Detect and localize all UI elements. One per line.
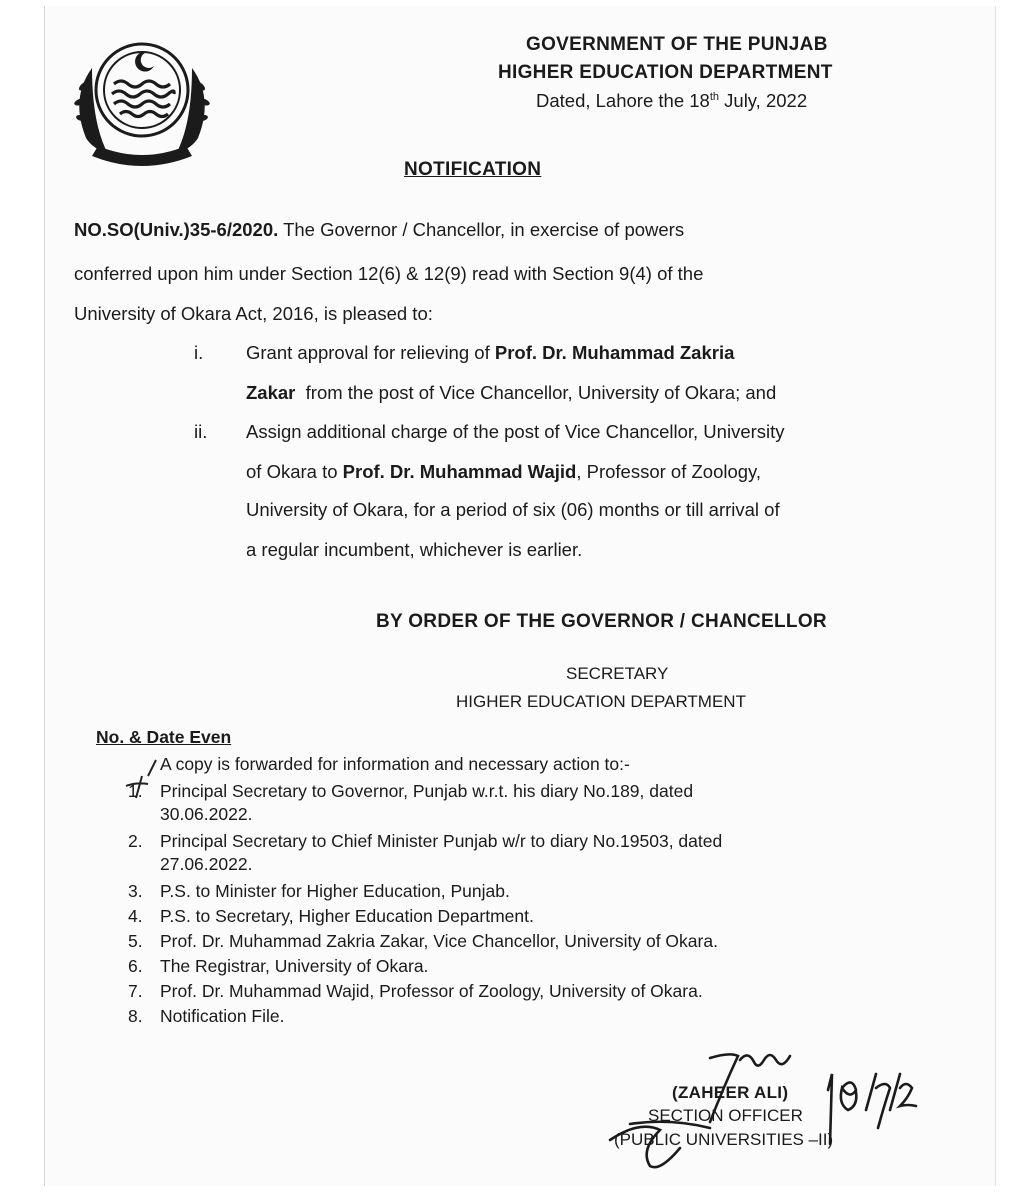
list-item-text: The Registrar, University of Okara. bbox=[160, 956, 429, 976]
body-line-2: conferred upon him under Section 12(6) & 12(9) read with Section 9(4) of the bbox=[74, 263, 704, 284]
item-2-line-2 bbox=[246, 461, 761, 483]
list-item bbox=[128, 980, 722, 1003]
list-item-text: P.S. to Secretary, Higher Education Department. bbox=[160, 906, 534, 926]
item-1-surname: Zakar bbox=[246, 382, 296, 403]
signatory-designation: SECTION OFFICER bbox=[648, 1106, 803, 1125]
item-2-line-4: a regular incumbent, whichever is earlier. bbox=[246, 539, 583, 560]
distribution-list bbox=[128, 780, 722, 1028]
by-order-line: BY ORDER OF THE GOVERNOR / CHANCELLOR bbox=[376, 611, 827, 632]
list-item-number: 5. bbox=[128, 931, 143, 951]
list-item bbox=[128, 1005, 722, 1028]
body-line-3: University of Okara Act, 2016, is pleased to: bbox=[74, 303, 433, 324]
list-item-number: 6. bbox=[128, 956, 143, 976]
list-item bbox=[128, 780, 722, 826]
dated-prefix: Dated, Lahore the 18 bbox=[536, 90, 710, 111]
secretary-title: SECRETARY bbox=[566, 664, 669, 683]
item-2-text-2: , Professor of Zoology, bbox=[576, 461, 762, 482]
list-item-number: 3. bbox=[128, 881, 143, 901]
punjab-emblem-icon bbox=[62, 28, 222, 168]
list-item bbox=[128, 905, 722, 928]
item-2-line-1: Assign additional charge of the post of Vice Chancellor, University bbox=[246, 421, 785, 442]
dated-sup: th bbox=[709, 90, 720, 103]
reference-number: NO.SO(Univ.)35-6/2020. bbox=[74, 219, 279, 240]
copy-intro: A copy is forwarded for information and necessary action to:- bbox=[160, 754, 630, 774]
item-1-text-2: from the post of Vice Chancellor, University of Okara; and bbox=[295, 382, 777, 403]
item-2-name: Prof. Dr. Muhammad Wajid bbox=[342, 461, 577, 482]
list-item-text: Notification File. bbox=[160, 1006, 285, 1026]
list-item-text: Principal Secretary to Chief Minister Punjab w/r to diary No.19503, dated bbox=[160, 831, 723, 851]
department-heading: HIGHER EDUCATION DEPARTMENT bbox=[498, 62, 833, 83]
list-item-number: 4. bbox=[128, 906, 143, 926]
dated-suffix: July, 2022 bbox=[719, 90, 808, 111]
list-item-number: 7. bbox=[128, 981, 143, 1001]
item-2-line-3: University of Okara, for a period of six (06) months or till arrival of bbox=[246, 499, 780, 520]
list-item-text: Prof. Dr. Muhammad Wajid, Professor of Zoology, University of Okara. bbox=[160, 981, 703, 1001]
dated-line bbox=[536, 90, 807, 112]
item-1-name: Prof. Dr. Muhammad Zakria bbox=[494, 342, 735, 363]
list-item bbox=[128, 930, 722, 953]
govt-heading: GOVERNMENT OF THE PUNJAB bbox=[526, 34, 828, 55]
item-1-text: Grant approval for relieving of bbox=[246, 342, 495, 363]
pen-mark-icon bbox=[120, 750, 180, 800]
list-item bbox=[128, 880, 722, 903]
signatory-name: (ZAHEER ALI) bbox=[672, 1083, 789, 1102]
list-item bbox=[128, 955, 722, 978]
list-item-number: 2. bbox=[128, 831, 143, 851]
item-1-line-2 bbox=[246, 382, 776, 404]
item-2-text: of Okara to bbox=[246, 461, 343, 482]
item-1-numeral: i. bbox=[194, 342, 204, 363]
signatory-wing: (PUBLIC UNIVERSITIES –II) bbox=[614, 1130, 834, 1149]
list-item bbox=[128, 830, 722, 876]
item-2-numeral: ii. bbox=[194, 421, 208, 442]
handwritten-date-icon bbox=[820, 1050, 920, 1150]
copy-heading: No. & Date Even bbox=[96, 727, 232, 747]
body-line-1 bbox=[74, 219, 684, 241]
list-item-number: 8. bbox=[128, 1006, 143, 1026]
secretary-department: HIGHER EDUCATION DEPARTMENT bbox=[456, 692, 746, 711]
list-item-text: 27.06.2022. bbox=[160, 854, 253, 874]
body-line-1-text: The Governor / Chancellor, in exercise of powers bbox=[278, 219, 685, 240]
list-item-text: Prof. Dr. Muhammad Zakria Zakar, Vice Chancellor, University of Okara. bbox=[160, 931, 718, 951]
item-1-line-1 bbox=[246, 342, 734, 364]
list-item-number: 1. bbox=[128, 781, 143, 801]
list-item-text: 30.06.2022. bbox=[160, 804, 253, 824]
list-item-text: P.S. to Minister for Higher Education, Punjab. bbox=[160, 881, 510, 901]
notification-title: NOTIFICATION bbox=[404, 159, 542, 180]
list-item-text: Principal Secretary to Governor, Punjab w.r.t. his diary No.189, dated bbox=[160, 781, 694, 801]
